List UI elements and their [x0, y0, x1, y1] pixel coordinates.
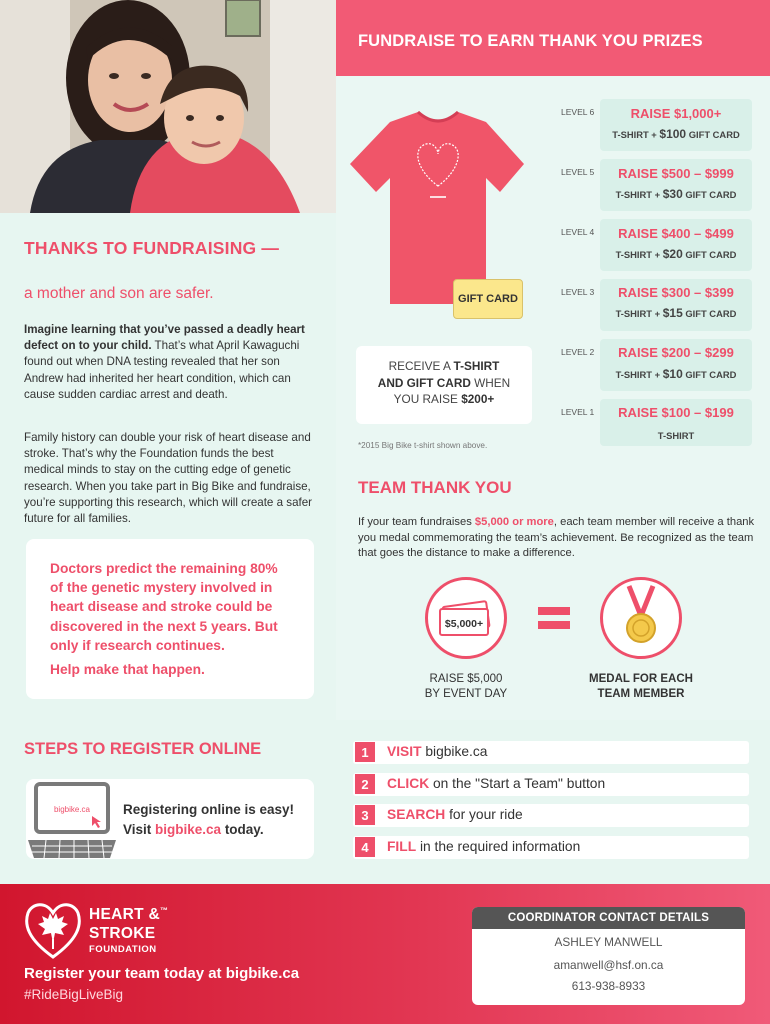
level-2-prize-post: GIFT CARD — [682, 369, 737, 380]
raise-caption-line-1: RAISE $5,000 — [429, 673, 503, 685]
step-keyword-1: VISIT — [387, 744, 422, 759]
step-text-3 — [387, 807, 523, 822]
footer-cta-text: Register your team today at — [24, 965, 226, 982]
step-detail-2: on the "Start a Team" button — [429, 776, 606, 791]
prizes-title: FUNDRAISE TO EARN THANK YOU PRIZES — [358, 32, 703, 50]
receive-line-2 — [356, 375, 532, 392]
level-2-prize — [600, 367, 752, 381]
medal-caption-line-2: TEAM MEMBER — [597, 688, 685, 700]
register-line-2 — [123, 822, 264, 837]
register-line-1: Registering online is easy! — [123, 802, 295, 817]
receive-line-3 — [356, 391, 532, 408]
medal-icon — [603, 580, 679, 656]
step-number-2: 2 — [355, 774, 375, 794]
raise-caption-line-2: BY EVENT DAY — [424, 688, 508, 700]
org-trademark: ™ — [160, 906, 169, 915]
step-number-3: 3 — [355, 805, 375, 825]
research-quote: Doctors predict the remaining 80% of the genetic mystery involved in heart disease and stroke could be discovered in the next 5 years. But only if research continues. — [50, 561, 278, 653]
receive-tshirt: T-SHIRT — [453, 359, 500, 373]
receive-amount: $200+ — [461, 392, 495, 406]
receive-raise: YOU RAISE — [393, 392, 462, 406]
level-2-raise: RAISE $200 – $299 — [618, 345, 734, 360]
step-text-1 — [387, 744, 487, 759]
level-4-prize-post: GIFT CARD — [682, 249, 737, 260]
receive-box — [356, 346, 532, 424]
level-5-prize-post: GIFT CARD — [682, 189, 737, 200]
story-subtitle: a mother and son are safer. — [24, 285, 214, 302]
step-keyword-4: FILL — [387, 839, 417, 854]
prizes-header — [336, 0, 770, 76]
level-3-raise: RAISE $300 – $399 — [618, 285, 734, 300]
level-2-prize-pre: T-SHIRT + — [615, 369, 663, 380]
medal-icon-circle — [600, 577, 682, 659]
step-detail-1: bigbike.ca — [421, 744, 488, 759]
level-5-raise: RAISE $500 – $999 — [618, 166, 734, 181]
step-text-4 — [387, 839, 580, 854]
research-quote-cta: Help make that happen. — [50, 662, 205, 678]
level-6-prize-post: GIFT CARD — [686, 129, 740, 140]
register-url-link[interactable]: bigbike.ca — [155, 822, 222, 837]
laptop-icon — [26, 782, 118, 860]
level-1-prize-pre: T-SHIRT — [657, 430, 695, 441]
step-number-1: 1 — [355, 742, 375, 762]
org-name-line-1 — [89, 906, 168, 924]
org-name-line-3: FOUNDATION — [89, 944, 157, 955]
org-heart: HEART & — [89, 906, 160, 924]
level-2-label: LEVEL 2 — [561, 347, 595, 357]
receive-gift-card: AND GIFT CARD — [377, 375, 471, 390]
register-today: today. — [221, 822, 264, 837]
team-description — [358, 515, 758, 562]
receive-text: RECEIVE A — [388, 359, 454, 373]
level-4-prize-amount: $20 — [662, 247, 683, 261]
story-paragraph-2: Family history can double your risk of heart disease and stroke. That’s why the Foundation funds the best medical minds to stay on the cutting edge of genetic research. When you take part in Big Bike and fundraise, you’re supporting this research, which will create a safer future for all families. — [24, 431, 313, 526]
coordinator-header: COORDINATOR CONTACT DETAILS — [472, 907, 745, 929]
level-4-raise: RAISE $400 – $499 — [618, 226, 734, 241]
story-paragraph-1-lead: Imagine learning that you’ve passed a deadly heart defect on to your child. — [24, 323, 305, 353]
story-paragraph-1 — [24, 322, 316, 403]
mother-son-photo — [0, 0, 336, 213]
step-keyword-2: CLICK — [387, 776, 430, 791]
step-detail-3: for your ride — [445, 807, 523, 822]
equals-icon — [538, 605, 570, 631]
level-5-prize-pre: T-SHIRT + — [615, 189, 663, 200]
medal-caption — [582, 672, 700, 702]
step-detail-4: in the required information — [416, 839, 581, 854]
level-6-label: LEVEL 6 — [561, 107, 595, 117]
level-4-prize-pre: T-SHIRT + — [615, 249, 663, 260]
level-5-prize-amount: $30 — [662, 187, 683, 201]
footer-hashtag: #RideBigLiveBig — [24, 987, 124, 1002]
level-6-raise: RAISE $1,000+ — [630, 106, 722, 121]
level-5-label: LEVEL 5 — [561, 167, 595, 177]
level-3-prize-post: GIFT CARD — [682, 308, 737, 319]
level-3-prize-amount: $15 — [662, 306, 683, 320]
heart-stroke-logo-icon — [24, 899, 82, 959]
story-paragraph-1-rest: That’s what April Kawaguchi found out when DNA testing revealed that her son Andrew had inherited her heart condition, which can cause sudden cardiac arrest and death. — [24, 339, 300, 401]
level-1-label: LEVEL 1 — [561, 407, 595, 417]
level-6-prize-pre: T-SHIRT + — [612, 129, 660, 140]
level-5-prize — [600, 187, 752, 201]
level-6-prize-amount: $100 — [659, 127, 687, 141]
tshirt-note: *2015 Big Bike t-shirt shown above. — [358, 441, 488, 450]
level-4-label: LEVEL 4 — [561, 227, 595, 237]
money-icon-circle — [425, 577, 507, 659]
coordinator-email[interactable]: amanwell@hsf.on.ca — [553, 958, 664, 972]
money-amount-label: $5,000+ — [444, 618, 484, 630]
receive-when: WHEN — [470, 375, 511, 390]
receive-line-1 — [356, 358, 532, 375]
coordinator-name: ASHLEY MANWELL — [554, 935, 663, 949]
level-3-prize-pre: T-SHIRT + — [615, 308, 663, 319]
team-desc-pre: If your team fundraises — [358, 516, 475, 528]
medal-caption-line-1: MEDAL FOR EACH — [589, 673, 693, 685]
step-keyword-3: SEARCH — [387, 807, 446, 822]
step-number-4: 4 — [355, 837, 375, 857]
steps-title: STEPS TO REGISTER ONLINE — [24, 740, 262, 758]
register-visit: Visit — [123, 822, 156, 837]
research-quote-box — [26, 539, 314, 699]
step-text-2 — [387, 776, 605, 791]
gift-card-image: GIFT CARD — [453, 279, 523, 319]
team-desc-post: , each team member will receive a thank you medal commemorating the team’s achievement. Be recognized as the team that goes the distance to make a difference. — [358, 516, 755, 559]
team-desc-amount: $5,000 or more — [474, 516, 554, 528]
level-2-prize-amount: $10 — [662, 367, 683, 381]
team-title: TEAM THANK YOU — [358, 478, 512, 497]
money-icon — [428, 580, 504, 656]
level-3-label: LEVEL 3 — [561, 287, 595, 297]
level-4-prize — [600, 247, 752, 261]
footer-cta — [24, 965, 299, 982]
coordinator-phone: 613-938-8933 — [571, 979, 646, 993]
story-title: THANKS TO FUNDRAISING — — [24, 238, 280, 258]
level-1-prize — [600, 430, 752, 441]
level-6-prize — [600, 127, 752, 141]
org-name-line-2: STROKE — [89, 925, 156, 942]
level-1-raise: RAISE $100 – $199 — [618, 405, 734, 420]
footer-cta-link[interactable]: bigbike.ca — [225, 965, 300, 982]
raise-caption — [410, 672, 522, 702]
hero-photo — [0, 0, 336, 213]
level-3-prize — [600, 306, 752, 320]
laptop-screen-url: bigbike.ca — [53, 805, 91, 814]
